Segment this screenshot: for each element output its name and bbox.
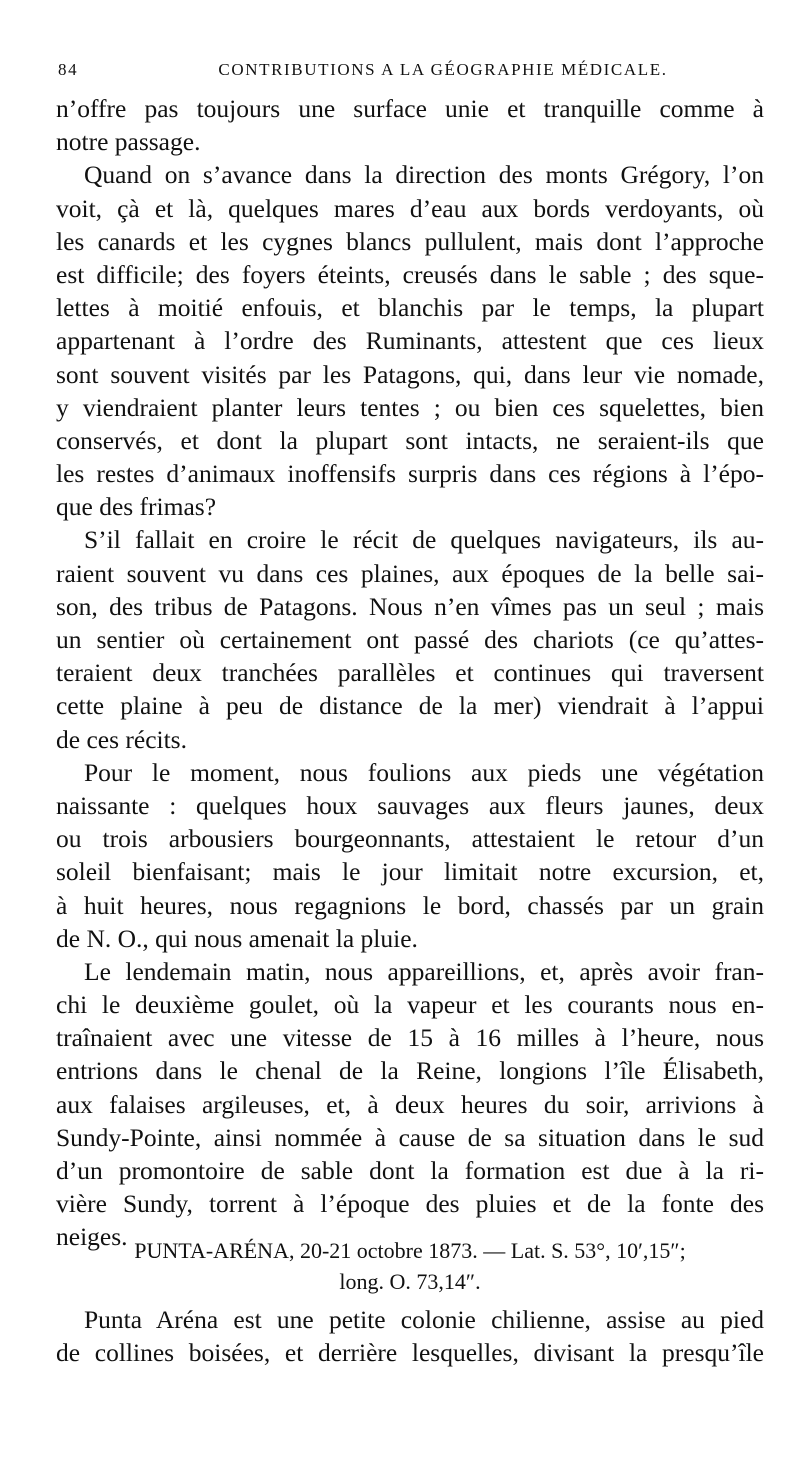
section-heading-line: PUNTA-ARÉNA, 20-21 octobre 1873. — Lat. S. 53°, 10′,15″; — [134, 1238, 686, 1263]
text-line: soleil bienfaisant; mais le jour limitait notre excursion, et, — [56, 857, 764, 887]
text-line: y viendraient planter leurs tentes ; ou bien ces squelettes, bien — [56, 392, 764, 422]
text-line: son, des tribus de Patagons. Nous n’en vîmes pas un seul ; mais — [56, 591, 764, 621]
text-line: sont souvent visités par les Patagons, qui, dans leur vie nomade, — [56, 359, 764, 389]
body-text-continued — [56, 1303, 764, 1369]
running-title: CONTRIBUTIONS A LA GÉOGRAPHIE MÉDICALE. — [218, 60, 668, 79]
text-line: ou trois arbousiers bourgeonnants, attestaient le retour d’un — [56, 824, 764, 854]
text-line: que des frimas? — [56, 492, 217, 522]
text-line: cette plaine à peu de distance de la mer) viendrait à l’appui — [56, 691, 764, 721]
text-line: n’offre pas toujours une surface unie et tranquille comme à — [56, 94, 764, 123]
text-line: vière Sundy, torrent à l’époque des pluies et de la fonte des — [56, 1189, 764, 1219]
text-line: traînaient avec une vitesse de 15 à 16 milles à l’heure, nous — [56, 1023, 764, 1053]
text-line: aux falaises argileuses, et, à deux heures du soir, arrivions à — [56, 1089, 764, 1119]
text-line: Le lendemain matin, nous appareillions, et, après avoir fran- — [84, 956, 764, 986]
text-line: de N. O., qui nous amenait la pluie. — [56, 923, 418, 953]
text-line: voit, çà et là, quelques mares d’eau aux bords verdoyants, où — [56, 193, 764, 223]
text-line: S’il fallait en croire le récit de quelques navigateurs, ils au- — [84, 525, 764, 555]
text-line: les canards et les cygnes blancs pullulent, mais dont l’approche — [56, 226, 764, 256]
text-line: à huit heures, nous regagnions le bord, chassés par un grain — [56, 890, 764, 920]
text-line: un sentier où certainement ont passé des chariots (ce qu’attes- — [56, 625, 764, 654]
text-line: entrions dans le chenal de la Reine, longions l’île Élisabeth, — [56, 1056, 764, 1086]
text-line: naissante : quelques houx sauvages aux fleurs jaunes, deux — [56, 790, 764, 820]
text-line: de ces récits. — [56, 724, 187, 754]
text-line: de collines boisées, et derrière lesquelles, divisant la presqu’île — [56, 1338, 764, 1368]
text-line: lettes à moitié enfouis, et blanchis par le temps, la plupart — [56, 293, 764, 323]
body-text — [56, 92, 764, 1254]
text-line: est difficile; des foyers éteints, creusés dans le sable ; des sque- — [56, 259, 764, 289]
text-line: Quand on s’avance dans la direction des monts Grégory, l’on — [84, 160, 764, 190]
text-line: raient souvent vu dans ces plaines, aux époques de la belle sai- — [56, 558, 764, 588]
section-heading — [56, 1235, 764, 1297]
running-header — [58, 60, 758, 86]
text-line: chi le deuxième goulet, où la vapeur et les courants nous en- — [56, 990, 764, 1020]
text-line: Sundy-Pointe, ainsi nommée à cause de sa situation dans le sud — [56, 1122, 764, 1152]
text-line: conservés, et dont la plupart sont intacts, ne seraient-ils que — [56, 425, 764, 455]
text-line: Pour le moment, nous foulions aux pieds une végétation — [84, 757, 764, 787]
text-line: d’un promontoire de sable dont la formation est due à la ri- — [56, 1156, 764, 1185]
text-line: neiges. — [56, 1222, 128, 1252]
text-line: les restes d’animaux inoffensifs surpris dans ces régions à l’épo- — [56, 459, 764, 489]
text-line: appartenant à l’ordre des Ruminants, attestent que ces lieux — [56, 326, 764, 356]
text-line: notre passage. — [56, 127, 201, 157]
text-line: Punta Aréna est une petite colonie chilienne, assise au pied — [84, 1305, 764, 1334]
page-number: 84 — [58, 60, 79, 79]
text-line: teraient deux tranchées parallèles et continues qui traversent — [56, 658, 764, 688]
section-heading-line: long. O. 73,14″. — [339, 1269, 481, 1294]
